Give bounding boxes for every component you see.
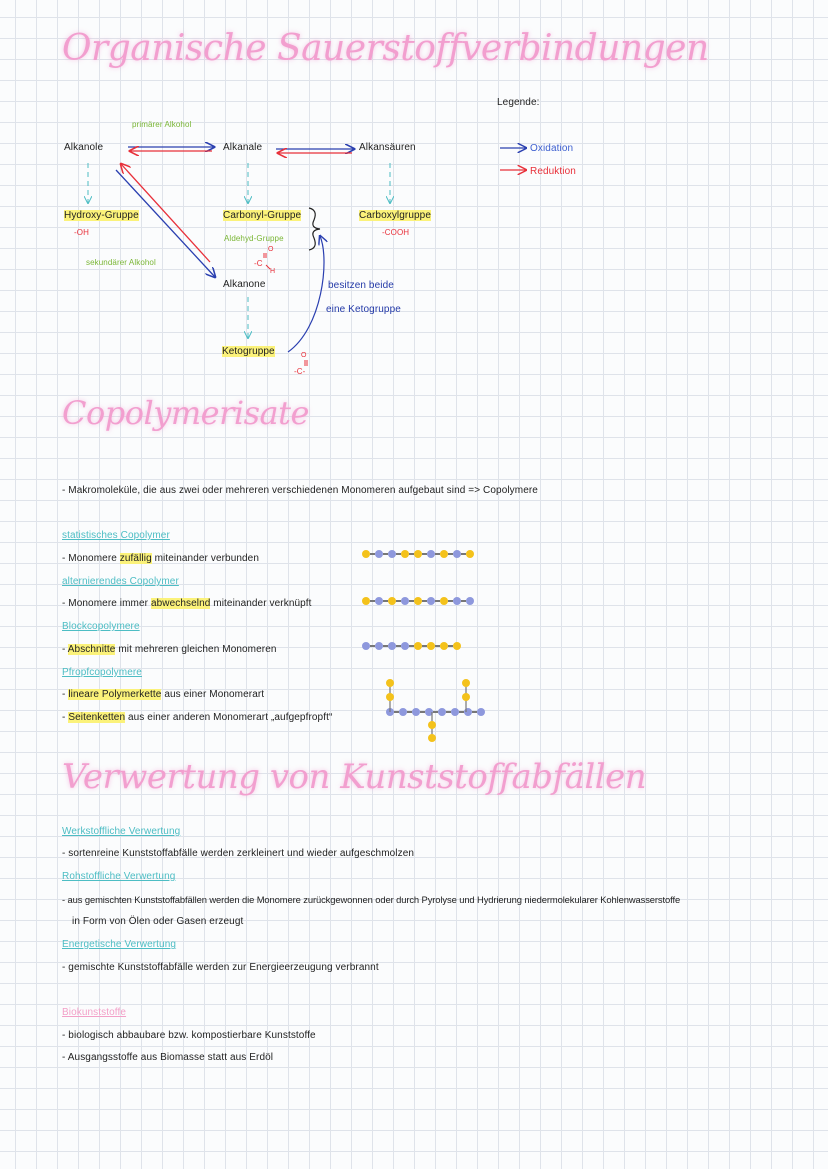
aldehyd-formula-o: O — [268, 246, 274, 253]
legend-reduktion: Reduktion — [530, 166, 576, 177]
graft-monomer — [462, 679, 470, 687]
label-sekundaerer-alkohol: sekundärer Alkohol — [86, 258, 156, 267]
label-ketogruppe: Ketogruppe — [222, 346, 275, 357]
note-besitzen-beide: besitzen beide — [328, 280, 394, 291]
title-werkstoffliche-verwertung: Werkstoffliche Verwertung — [62, 826, 181, 837]
aldehyd-formula-c: -C — [254, 259, 263, 268]
text-bio-2: - Ausgangsstoffe aus Biomasse statt aus Erdöl — [62, 1052, 274, 1063]
text-bio-1: - biologisch abbaubare bzw. kompostierbare Kunststoffe — [62, 1030, 316, 1041]
label-hydroxy-gruppe: Hydroxy-Gruppe — [64, 210, 139, 221]
text-pfropf-1: - lineare Polymerkette aus einer Monomerart — [62, 689, 265, 700]
copolymer-definition: - Makromoleküle, die aus zwei oder mehreren verschiedenen Monomeren aufgebaut sind => Copolymere — [62, 485, 538, 496]
text-rohstofflich-1: - aus gemischten Kunststoffabfällen werden die Monomere zurückgewonnen oder durch Pyrolyse und Hydrierung niedermolekularer Kohlenwasserstoffe — [62, 894, 681, 905]
keto-formula-c: -C- — [294, 367, 306, 376]
graft-monomer — [428, 734, 436, 742]
text-pfropf-2: - Seitenketten aus einer anderen Monomerart „aufgepfropft“ — [62, 712, 333, 723]
node-alkansaeuren: Alkansäuren — [359, 142, 416, 153]
node-alkanone: Alkanone — [223, 279, 266, 290]
node-alkanale: Alkanale — [223, 142, 263, 153]
graft-monomer — [386, 679, 394, 687]
graft-monomer — [386, 693, 394, 701]
graft-monomer — [462, 693, 470, 701]
title-pfropfcopolymere: Pfropfcopolymere — [62, 667, 142, 678]
title-statistisches-copolymer: statistisches Copolymer — [62, 530, 170, 541]
heading-copolymerisate: Copolymerisate — [62, 394, 309, 432]
legend-title: Legende: — [497, 97, 540, 108]
title-blockcopolymere: Blockcopolymere — [62, 621, 140, 632]
graft-monomer — [428, 721, 436, 729]
text-rohstofflich-2: in Form von Ölen oder Gasen erzeugt — [72, 916, 244, 927]
aldehyd-formula-h: H — [270, 268, 276, 275]
text-alternierend: - Monomere immer abwechselnd miteinander verknüpft — [62, 598, 312, 609]
label-carboxylgruppe: Carboxylgruppe — [359, 210, 431, 221]
label-carbonyl-gruppe: Carbonyl-Gruppe — [223, 210, 302, 221]
heading-verwertung: Verwertung von Kunststoffabfällen — [62, 757, 647, 797]
title-alternierendes-copolymer: alternierendes Copolymer — [62, 576, 179, 587]
title-energetische-verwertung: Energetische Verwertung — [62, 939, 177, 950]
node-alkanole: Alkanole — [64, 142, 104, 153]
heading-organische-sauerstoffverbindungen: Organische Sauerstoffverbindungen — [62, 28, 709, 69]
legend-oxidation: Oxidation — [530, 143, 574, 154]
text-statistisch: - Monomere zufällig miteinander verbunden — [62, 553, 260, 564]
text-block: - Abschnitte mit mehreren gleichen Monomeren — [62, 644, 277, 655]
formula-oh: -OH — [74, 228, 89, 237]
text-energetisch: - gemischte Kunststoffabfälle werden zur Energieerzeugung verbrannt — [62, 962, 379, 973]
title-rohstoffliche-verwertung: Rohstoffliche Verwertung — [62, 871, 176, 882]
label-primaerer-alkohol: primärer Alkohol — [132, 120, 192, 129]
keto-formula-o: O — [301, 352, 307, 359]
title-biokunststoffe: Biokunststoffe — [62, 1007, 127, 1018]
formula-cooh: -COOH — [382, 228, 410, 237]
label-aldehyd-gruppe: Aldehyd-Gruppe — [224, 234, 284, 243]
note-eine-ketogruppe: eine Ketogruppe — [326, 304, 401, 315]
text-werkstofflich: - sortenreine Kunststoffabfälle werden zerkleinert und wieder aufgeschmolzen — [62, 848, 415, 859]
